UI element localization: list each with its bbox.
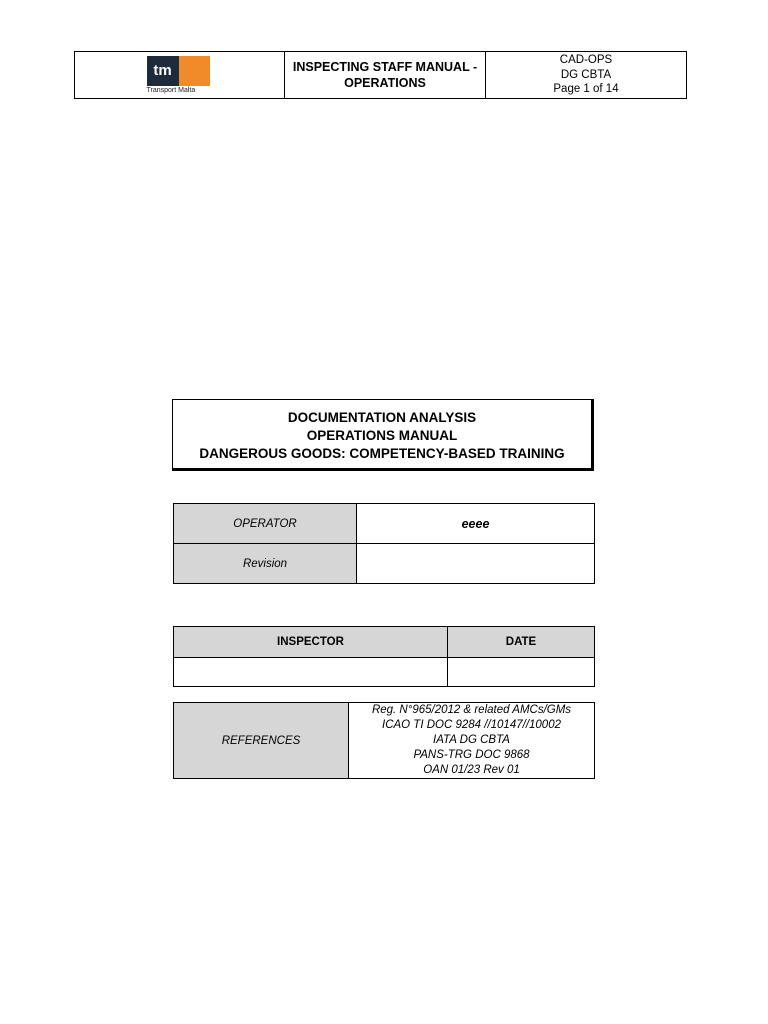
page-header — [74, 51, 687, 99]
inspector-header: INSPECTOR — [174, 627, 448, 658]
document-title-line2: OPERATIONS MANUAL — [306, 428, 458, 443]
revision-value[interactable] — [357, 544, 595, 584]
references-row — [174, 703, 595, 779]
transport-malta-logo — [147, 53, 213, 97]
inspector-value-row — [174, 658, 595, 687]
document-title-line1: DOCUMENTATION ANALYSIS — [287, 410, 477, 425]
inspector-value[interactable] — [174, 658, 448, 687]
document-title-line3: DANGEROUS GOODS: COMPETENCY-BASED TRAINING — [199, 446, 565, 461]
page-number: Page 1 of 14 — [553, 83, 619, 96]
document-reference-cell — [486, 52, 687, 99]
reference-item: IATA DG CBTA — [433, 734, 510, 746]
revision-row — [174, 544, 595, 584]
references-label: REFERENCES — [174, 703, 349, 779]
logo-cell — [75, 52, 285, 99]
logo-tm-block: tm — [147, 56, 179, 86]
references-table — [173, 702, 595, 779]
date-value[interactable] — [448, 658, 595, 687]
operator-label: OPERATOR — [174, 504, 357, 544]
operator-value[interactable]: eeee — [357, 504, 595, 544]
operator-row — [174, 504, 595, 544]
reference-item: ICAO TI DOC 9284 //10147//10002 — [382, 719, 561, 731]
operator-table — [173, 503, 595, 584]
manual-title-cell — [285, 52, 486, 99]
reference-item: Reg. N°965/2012 & related AMCs/GMs — [371, 704, 572, 716]
manual-title-line1: INSPECTING STAFF MANUAL - — [292, 60, 478, 74]
inspector-table — [173, 626, 595, 687]
date-header: DATE — [448, 627, 595, 658]
references-list — [349, 703, 595, 779]
doc-ref-line2: DG CBTA — [560, 68, 612, 81]
reference-item: PANS-TRG DOC 9868 — [413, 749, 530, 761]
logo-caption: Transport Malta — [146, 87, 196, 94]
doc-ref-line1: CAD-OPS — [559, 54, 613, 67]
document-title-box — [172, 399, 594, 471]
revision-label: Revision — [174, 544, 357, 584]
inspector-header-row — [174, 627, 595, 658]
logo-orange-block — [179, 56, 210, 86]
reference-item: OAN 01/23 Rev 01 — [423, 764, 520, 776]
manual-title-line2: OPERATIONS — [344, 76, 426, 90]
